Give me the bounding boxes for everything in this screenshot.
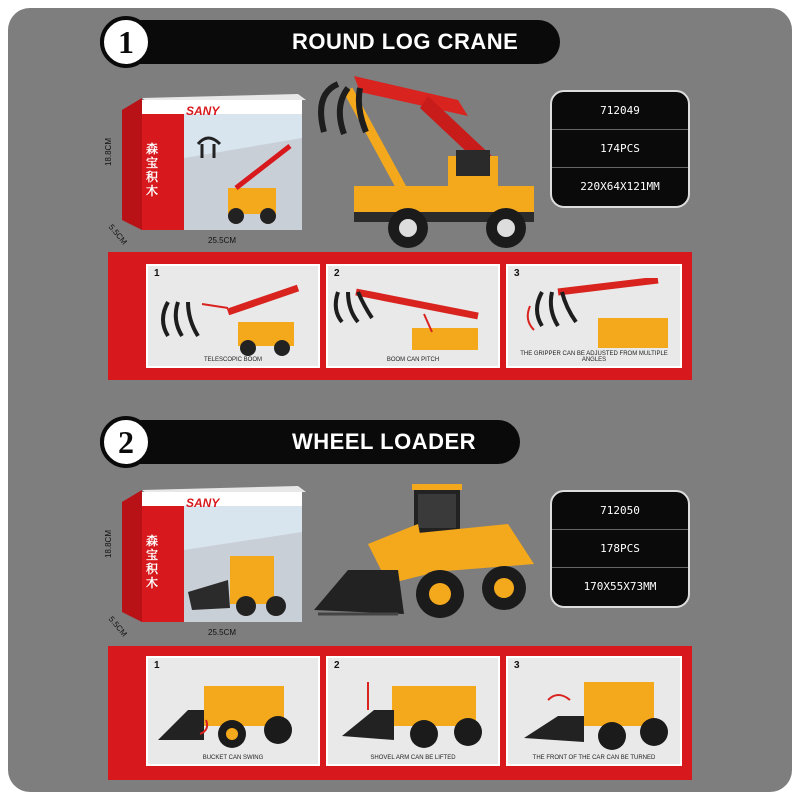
crane-model-image [308,60,548,255]
step-number: 2 [334,660,340,671]
product-box-image [118,480,308,635]
feature-step [326,264,500,368]
feature-step [506,656,682,766]
wheel-loader-model-image [308,474,548,639]
box-brand: SANY [186,104,220,118]
section-number-badge: 2 [100,416,152,468]
feature-step [146,656,320,766]
section-title: WHEEL LOADER [292,429,477,454]
spec-dimensions: 220X64X121MM [580,180,660,193]
spec-piece-count: 174PCS [552,130,688,168]
section-1-header [100,20,560,64]
box-depth-label: 5.5CM [106,614,129,639]
step-caption: BOOM CAN PITCH [386,357,440,363]
box-height-label: 18.8CM [104,530,113,559]
step-caption: TELESCOPIC BOOM [203,357,262,363]
box-height-label: 18.8CM [104,138,113,167]
step-caption: THE GRIPPER CAN BE ADJUSTED FROM MULTIPLE ANGLES [520,351,668,363]
product-box-image [118,88,308,243]
spec-item-number: 712050 [552,492,688,530]
step-number: 1 [154,268,160,279]
box-width-label: 25.5CM [208,236,237,245]
step-number: 2 [334,268,340,279]
feature-step [506,264,682,368]
spec-piece-count: 178PCS [552,530,688,568]
feature-step [146,264,320,368]
section-title: ROUND LOG CRANE [292,29,519,54]
step-number: 3 [514,268,520,279]
product-panel [8,8,792,792]
spec-table [550,90,690,208]
spec-table [550,490,690,608]
step-number: 3 [514,660,520,671]
spec-item-number: 712049 [552,92,688,130]
feature-step [326,656,500,766]
box-name-cn: 森宝积木 [146,534,159,590]
box-depth-label: 5.5CM [106,222,129,247]
section-number-badge: 1 [100,16,152,68]
step-number: 1 [154,660,160,671]
section-2-header [100,420,520,464]
box-brand: SANY [186,496,220,510]
box-width-label: 25.5CM [208,628,237,637]
step-caption: SHOVEL ARM CAN BE LIFTED [370,755,456,761]
step-caption: THE FRONT OF THE CAR CAN BE TURNED [532,755,656,761]
spec-dimensions: 170X55X73MM [583,580,657,593]
box-name-cn: 森宝积木 [146,142,159,198]
step-caption: BUCKET CAN SWING [202,755,264,761]
